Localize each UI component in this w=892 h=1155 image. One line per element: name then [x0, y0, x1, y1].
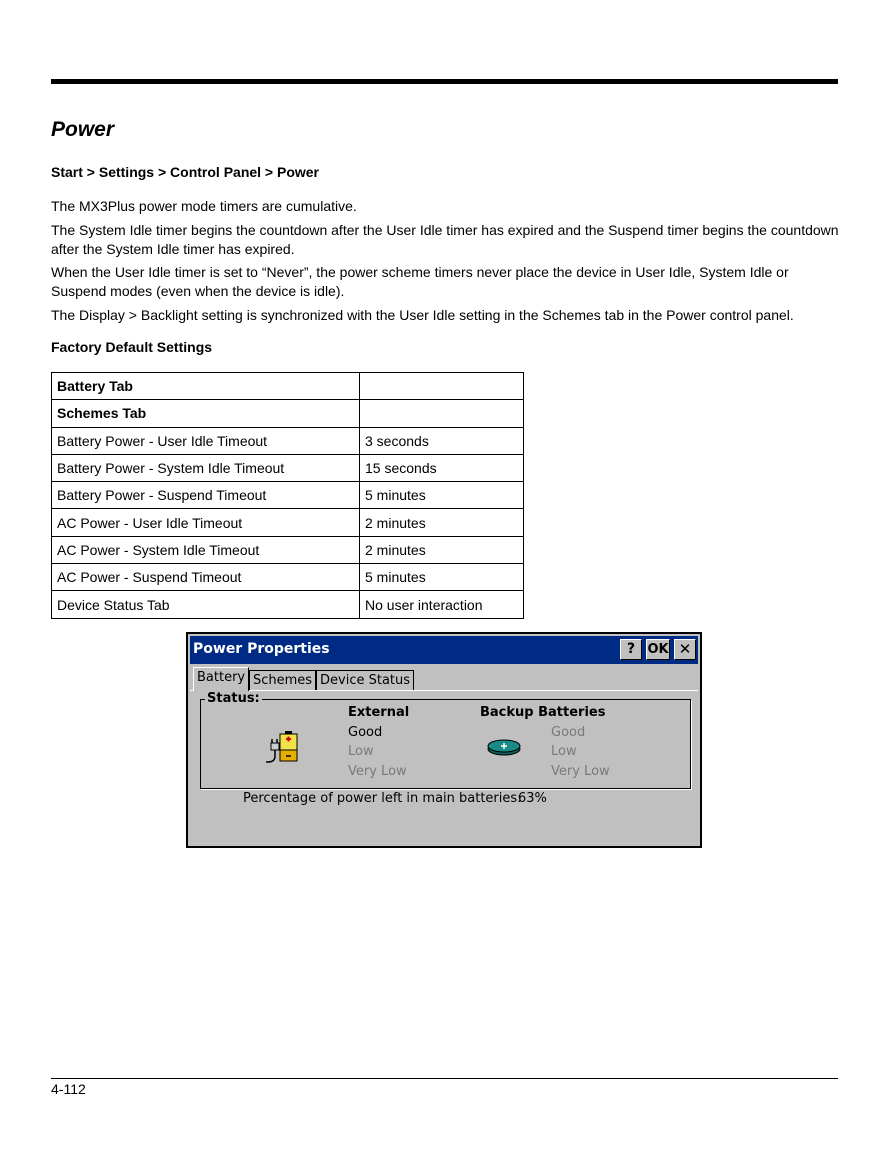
- table-row: [52, 509, 524, 536]
- external-level-very-low: Very Low: [348, 764, 407, 779]
- tab-device-status[interactable]: Device Status: [316, 670, 414, 690]
- paragraph-cumulative: The MX3Plus power mode timers are cumulative.: [51, 198, 357, 214]
- tab-battery[interactable]: Battery: [193, 667, 249, 691]
- table-row: [52, 454, 524, 481]
- tab-schemes[interactable]: Schemes: [249, 670, 316, 690]
- table-cell: AC Power - System Idle Timeout: [52, 536, 360, 563]
- table-cell: [360, 373, 524, 400]
- table-cell: No user interaction: [360, 591, 524, 618]
- table-cell: Device Status Tab: [52, 591, 360, 618]
- table-cell: [360, 400, 524, 427]
- dialog-title: Power Properties: [193, 641, 330, 657]
- table-cell: 15 seconds: [360, 454, 524, 481]
- table-cell: Battery Power - System Idle Timeout: [52, 454, 360, 481]
- backup-batteries-heading: Backup Batteries: [480, 705, 606, 720]
- table-row: [52, 400, 524, 427]
- table-row: [52, 591, 524, 618]
- dialog-titlebar: [190, 636, 698, 664]
- top-rule: [51, 79, 838, 84]
- page-number: 4-112: [51, 1081, 86, 1097]
- table-cell: 2 minutes: [360, 509, 524, 536]
- table-row: [52, 536, 524, 563]
- ok-button[interactable]: OK: [646, 639, 670, 660]
- status-label: Status:: [207, 691, 260, 706]
- external-heading: External: [348, 705, 410, 720]
- backup-level-very-low: Very Low: [551, 764, 610, 779]
- table-row: [52, 564, 524, 591]
- paragraph-system-idle: The System Idle timer begins the countdown after the User Idle timer has expired and the Suspend timer begins the countdown after the System Idle timer has expired.: [51, 222, 839, 257]
- backup-level-low: Low: [551, 744, 577, 759]
- external-level-good: Good: [348, 725, 383, 740]
- bottom-rule: [51, 1078, 838, 1079]
- table-cell: Battery Power - User Idle Timeout: [52, 427, 360, 454]
- page-title: Power: [51, 118, 115, 141]
- paragraph-never: When the User Idle timer is set to “Never”, the power scheme timers never place the device in User Idle, System Idle or Suspend modes (even when the device is idle).: [51, 264, 789, 299]
- close-button[interactable]: ✕: [674, 639, 696, 660]
- table-cell: Battery Power - Suspend Timeout: [52, 482, 360, 509]
- ac-power-plug-battery-icon: [264, 730, 302, 766]
- percentage-label: Percentage of power left in main batteries:: [243, 791, 522, 806]
- percentage-value: 63%: [518, 791, 547, 806]
- factory-defaults-table: [51, 372, 524, 619]
- table-cell: Schemes Tab: [52, 400, 360, 427]
- table-cell: 2 minutes: [360, 536, 524, 563]
- power-properties-dialog: [186, 632, 702, 848]
- coin-cell-battery-icon: [486, 738, 522, 756]
- table-cell: AC Power - Suspend Timeout: [52, 564, 360, 591]
- section-heading: Factory Default Settings: [51, 339, 213, 355]
- table-cell: 5 minutes: [360, 564, 524, 591]
- table-row: [52, 373, 524, 400]
- breadcrumb: Start > Settings > Control Panel > Power: [51, 164, 320, 180]
- paragraph-backlight: The Display > Backlight setting is synchronized with the User Idle setting in the Schemes tab in the Power control panel.: [51, 307, 794, 323]
- table-row: [52, 482, 524, 509]
- table-cell: Battery Tab: [52, 373, 360, 400]
- table-row: [52, 427, 524, 454]
- tab-strip-line: [190, 690, 698, 691]
- help-button[interactable]: ?: [620, 639, 642, 660]
- external-level-low: Low: [348, 744, 374, 759]
- table-cell: 5 minutes: [360, 482, 524, 509]
- table-cell: AC Power - User Idle Timeout: [52, 509, 360, 536]
- table-cell: 3 seconds: [360, 427, 524, 454]
- backup-level-good: Good: [551, 725, 586, 740]
